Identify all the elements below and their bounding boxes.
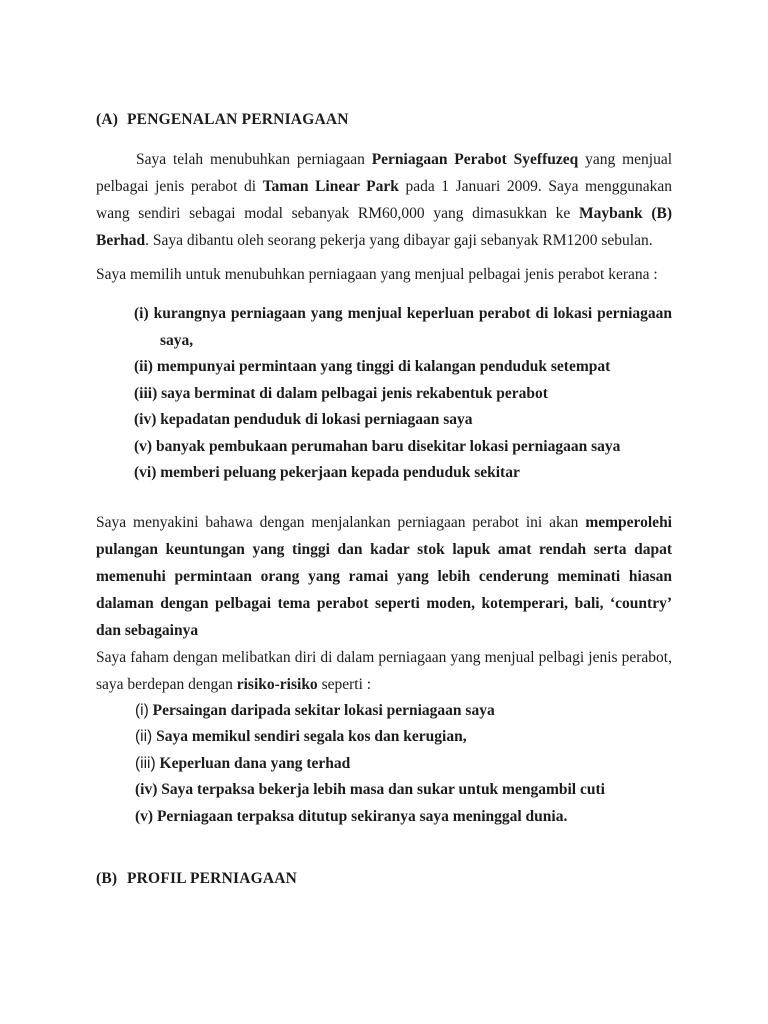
- text-segment: yang menjual pelbagai jenis perabot di: [96, 151, 672, 195]
- text-segment: Saya faham dengan melibatkan diri di dalam perniagaan yang menjual pelbagi jenis perabot, saya berdepan dengan: [96, 648, 672, 693]
- list-item-text: banyak pembukaan perumahan baru disekitar lokasi perniagaan saya: [155, 437, 621, 455]
- section-a-title: PENGENALAN PERNIAGAAN: [127, 111, 349, 128]
- list-item-marker: (v): [134, 437, 153, 455]
- list-item-marker: (iii): [135, 754, 156, 772]
- list-item-text: mempunyai permintaan yang tinggi di kalangan penduduk setempat: [156, 358, 611, 375]
- list-item-text: Keperluan dana yang terhad: [159, 754, 351, 772]
- reasons-list: [96, 301, 672, 487]
- section-a-label: (A): [96, 111, 119, 128]
- list-item: [96, 698, 672, 725]
- list-item-text: saya berminat di dalam pelbagai jenis rekabentuk perabot: [161, 384, 548, 402]
- list-item: [96, 804, 672, 831]
- list-item-text: kurangnya perniagaan yang menjual keperluan perabot di lokasi perniagaan saya,: [153, 305, 673, 349]
- list-item-marker: (i): [135, 701, 149, 719]
- section-heading-a: [96, 110, 672, 130]
- text-segment: pada 1 Januari 2009. Saya menggunakan wang sendiri sebagai modal sebanyak RM60,000 yang dimasukkan ke: [96, 178, 672, 222]
- paragraph-business-intro: [96, 146, 672, 254]
- list-item-marker: (i): [134, 305, 149, 322]
- bold-text-segment: Maybank (B) Berhad: [96, 205, 672, 249]
- list-item-text: Perniagaan terpaksa ditutup sekiranya saya meninggal dunia.: [156, 807, 568, 825]
- list-item: [96, 301, 672, 354]
- bold-text-segment: risiko-risiko: [236, 675, 318, 693]
- bold-text-segment: Taman Linear Park: [262, 178, 399, 195]
- risks-list: [96, 698, 672, 831]
- text-segment: . Saya dibantu oleh seorang pekerja yang dibayar gaji sebanyak RM1200 sebulan.: [145, 232, 653, 249]
- list-item: [96, 724, 672, 751]
- text-segment: Saya telah menubuhkan perniagaan: [136, 151, 372, 168]
- list-item-marker: (ii): [134, 358, 153, 375]
- list-item: [96, 751, 672, 778]
- section-b-title: PROFIL PERNIAGAAN: [127, 870, 298, 887]
- list-item-marker: (iv): [134, 411, 157, 428]
- list-item: [96, 434, 672, 461]
- section-heading-b: [96, 869, 672, 889]
- section-b-label: (B): [96, 870, 118, 887]
- list-item-marker: (v): [135, 807, 154, 825]
- list-item-marker: (ii): [135, 728, 153, 745]
- list-item: [96, 354, 672, 381]
- bold-text-segment: Perniagaan Perabot Syeffuzeq: [371, 151, 579, 168]
- paragraph-reasons-lead: Saya memilih untuk menubuhkan perniagaan yang menjual pelbagai jenis perabot kerana :: [96, 266, 658, 283]
- list-item: [96, 407, 672, 434]
- list-item-marker: (vi): [134, 464, 157, 481]
- list-item: [96, 777, 672, 804]
- list-item: [96, 460, 672, 487]
- list-item-text: Saya terpaksa bekerja lebih masa dan sukar untuk mengambil cuti: [161, 781, 605, 798]
- list-item-text: memberi peluang pekerjaan kepada penduduk sekitar: [160, 464, 520, 481]
- text-segment: Saya menyakini bahawa dengan menjalankan perniagaan perabot ini akan: [96, 513, 586, 531]
- list-item-marker: (iv): [135, 781, 158, 798]
- list-item-text: Persaingan daripada sekitar lokasi perniagaan saya: [152, 701, 495, 719]
- list-item-text: Saya memikul sendiri segala kos dan kerugian,: [156, 728, 467, 745]
- list-item-text: kepadatan penduduk di lokasi perniagaan saya: [160, 411, 473, 428]
- bold-text-segment: memperolehi pulangan keuntungan yang tinggi dan kadar stok lapuk amat rendah serta dapat memenuhi permintaan orang yang ramai yang lebih cenderung meminati hiasan dalaman dengan pelbagai tema perabot seperti moden, kotemperari, bali, ‘country’ dan sebagainya: [96, 513, 672, 639]
- paragraph-confidence-risks: [96, 509, 672, 698]
- list-item-marker: (iii): [134, 384, 158, 402]
- text-segment: seperti :: [317, 675, 372, 693]
- list-item: [96, 381, 672, 408]
